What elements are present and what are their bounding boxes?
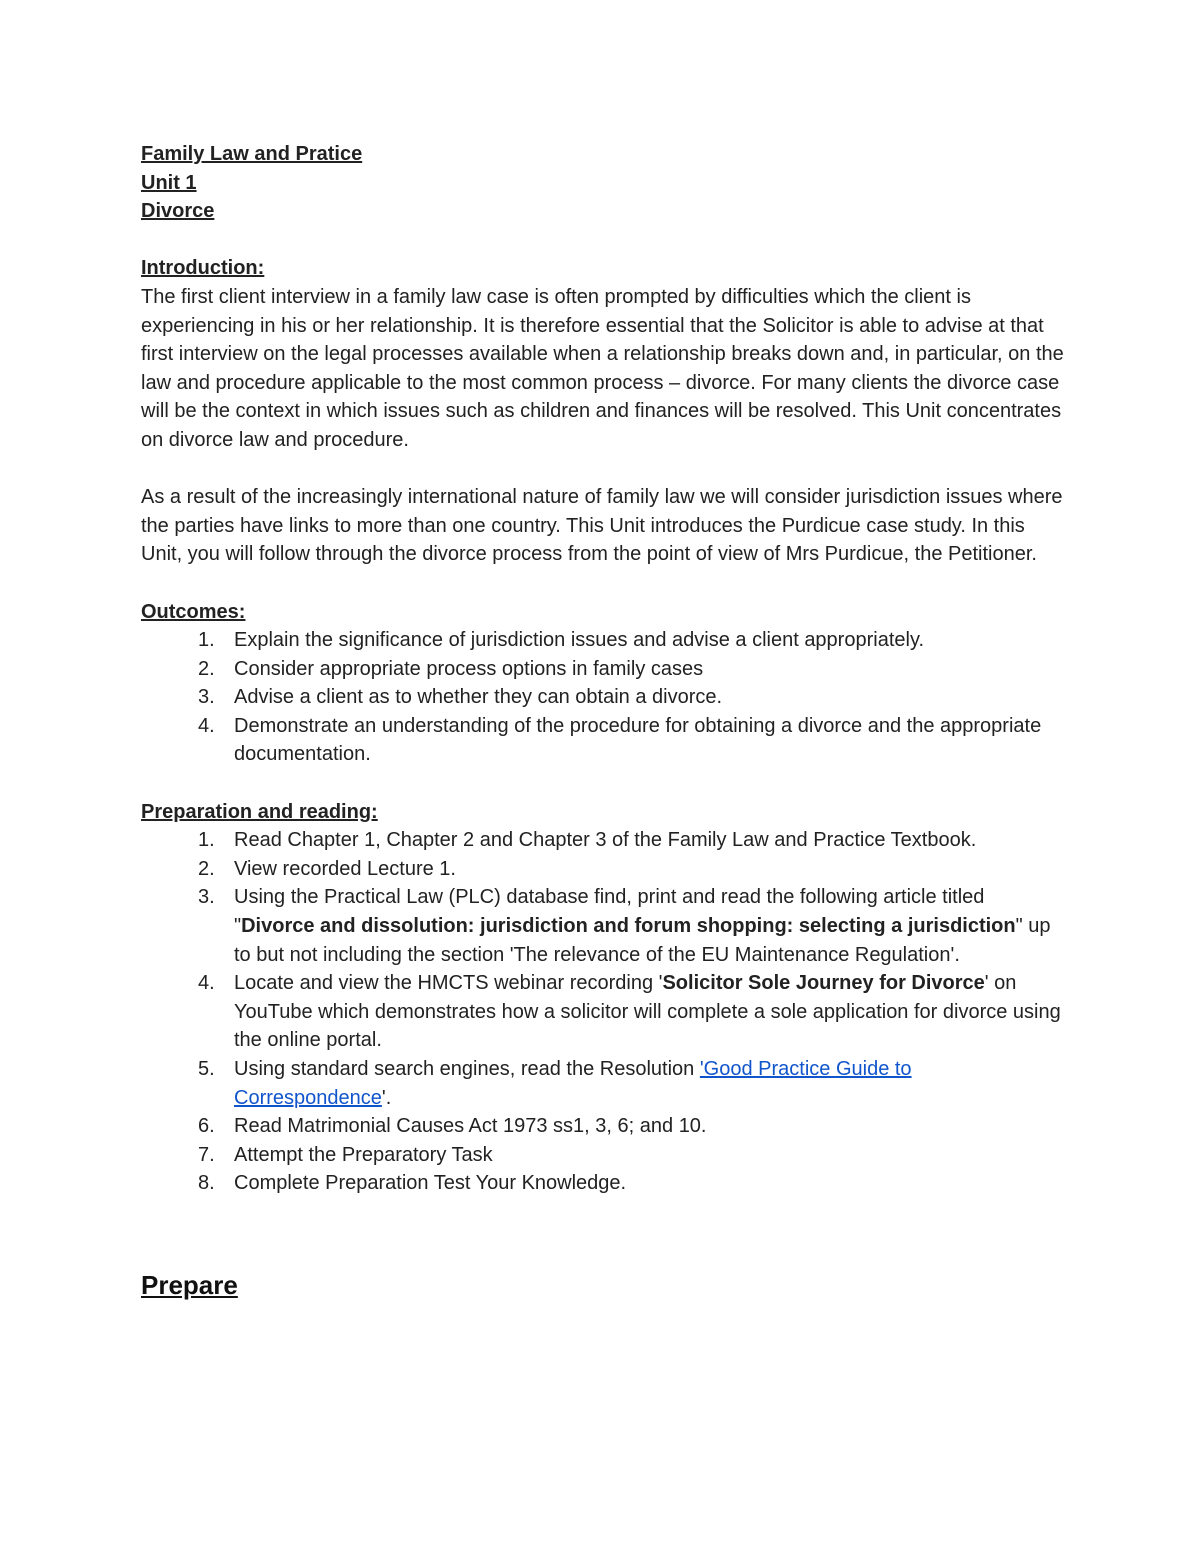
list-text-before: Using the Practical Law (PLC) database find, print and read the following article titled " (234, 886, 985, 938)
list-item (141, 683, 1066, 712)
preparation-list (141, 826, 1066, 1198)
article-title: Divorce and dissolution: jurisdiction and forum shopping: selecting a jurisdiction (241, 915, 1016, 938)
list-item (141, 883, 1066, 969)
list-item (141, 1055, 1066, 1112)
list-number: 2. (198, 857, 215, 880)
list-text: Consider appropriate process options in family cases (234, 657, 704, 680)
list-item (141, 1112, 1066, 1141)
list-item (141, 969, 1066, 1055)
spacer (141, 769, 1066, 798)
list-text-after: '. (381, 1086, 392, 1109)
list-item (141, 855, 1066, 884)
list-text-before: Locate and view the HMCTS webinar recording ' (234, 972, 663, 995)
list-item (141, 1169, 1066, 1198)
list-number: 3. (198, 686, 215, 709)
list-number: 2. (198, 657, 215, 680)
list-number: 8. (198, 1172, 215, 1195)
outcomes-list (141, 626, 1066, 769)
list-number: 7. (198, 1143, 215, 1166)
list-number: 6. (198, 1115, 215, 1138)
list-item (141, 712, 1066, 769)
list-number: 4. (198, 714, 215, 737)
list-text: Read Chapter 1, Chapter 2 and Chapter 3 of the Family Law and Practice Textbook. (234, 829, 977, 852)
course-title: Family Law and Pratice (141, 143, 363, 165)
list-text: View recorded Lecture 1. (234, 857, 456, 880)
list-item (141, 1141, 1066, 1170)
prepare-heading: Prepare (141, 1269, 238, 1300)
list-text-before: Using standard search engines, read the Resolution (234, 1058, 700, 1080)
list-number: 3. (198, 886, 215, 909)
list-item (141, 655, 1066, 684)
topic-title: Divorce (141, 200, 215, 223)
list-number: 1. (198, 829, 215, 852)
list-item (141, 626, 1066, 655)
list-text: Read Matrimonial Causes Act 1973 ss1, 3, 6; and 10. (234, 1115, 707, 1138)
document-page (141, 140, 1066, 1302)
preparation-heading: Preparation and reading: (141, 800, 378, 823)
list-number: 4. (198, 972, 215, 995)
introduction-paragraph-1: The first client interview in a family law case is often prompted by difficulties which the client is experiencing in his or her relationship. It is therefore essential that the Solicitor is able to advise at that first interview on the legal processes available when a relationship breaks down and, in particular, on the law and procedure applicable to the most common process – divorce. For many clients the divorce case will be the context in which issues such as children and finances will be resolved. This Unit concentrates on divorce law and procedure. (141, 285, 1064, 451)
list-number: 1. (198, 629, 215, 652)
good-practice-guide-link[interactable]: 'Good Practice Guide to Correspondence (234, 1058, 912, 1109)
list-text: Explain the significance of jurisdiction issues and advise a client appropriately. (234, 629, 925, 652)
introduction-paragraph-2: As a result of the increasingly international nature of family law we will consider jurisdiction issues where the parties have links to more than one country. This Unit introduces the Purdicue case study. In this Unit, you will follow through the divorce process from the point of view of Mrs Purdicue, the Petitioner. (141, 486, 1063, 566)
list-text: Complete Preparation Test Your Knowledge. (234, 1172, 627, 1195)
list-text: Demonstrate an understanding of the procedure for obtaining a divorce and the appropriate documentation. (234, 714, 1042, 766)
list-text-after: ' on YouTube which demonstrates how a solicitor will complete a sole application for divorce using the online portal. (234, 972, 1061, 1052)
unit-title: Unit 1 (141, 171, 197, 194)
webinar-title: Solicitor Sole Journey for Divorce (662, 972, 985, 995)
outcomes-heading: Outcomes: (141, 600, 246, 623)
list-number: 5. (198, 1058, 215, 1080)
spacer (141, 569, 1066, 598)
spacer (141, 455, 1066, 484)
list-text: Attempt the Preparatory Task (234, 1143, 493, 1166)
list-text: Advise a client as to whether they can obtain a divorce. (234, 686, 723, 709)
spacer (141, 226, 1066, 255)
introduction-heading: Introduction: (141, 257, 265, 280)
list-text-after: " up to but not including the section 'The relevance of the EU Maintenance Regulation'. (234, 915, 1051, 966)
list-item (141, 826, 1066, 855)
